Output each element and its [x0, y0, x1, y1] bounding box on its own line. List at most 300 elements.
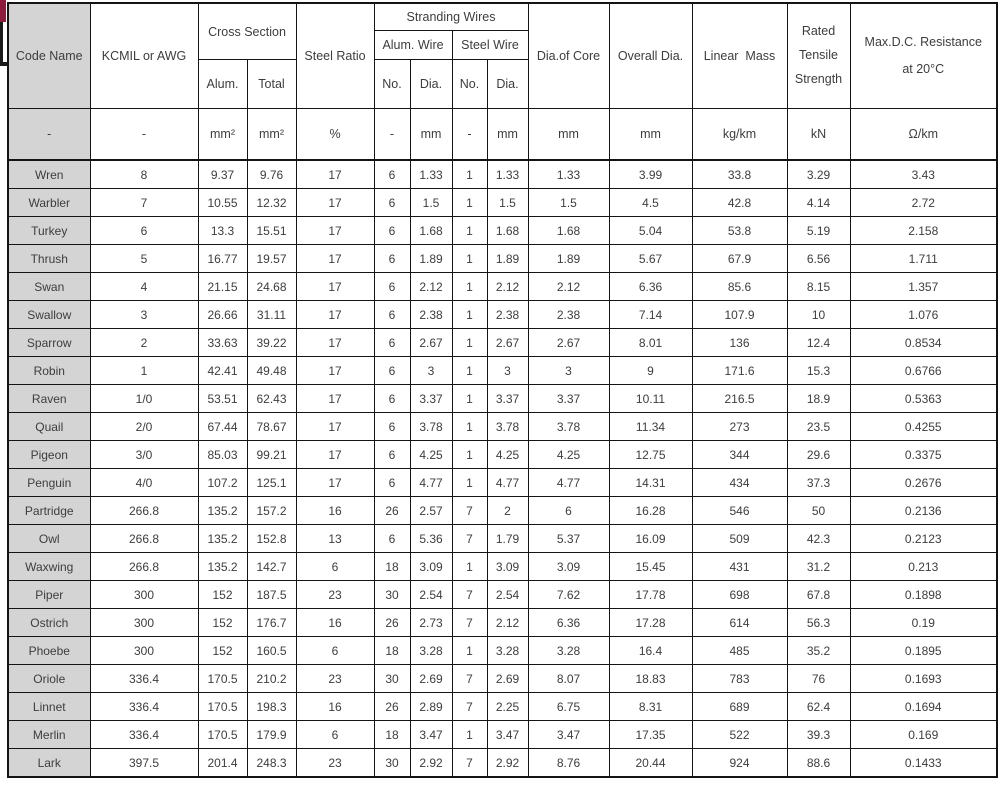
alum-wire-dia-cell: 1.5 — [410, 189, 452, 217]
code-name-cell: Merlin — [8, 721, 90, 749]
steel-ratio-cell: 17 — [296, 441, 374, 469]
total-area-cell: 15.51 — [247, 217, 296, 245]
steel-wire-header: Steel Wire — [452, 31, 528, 60]
tensile-strength-unit: kN — [787, 109, 850, 161]
tensile-strength-cell: 4.14 — [787, 189, 850, 217]
total-area-cell: 125.1 — [247, 469, 296, 497]
core-dia-cell: 4.77 — [528, 469, 609, 497]
kcmil-awg-cell: 1/0 — [90, 385, 198, 413]
stranding-wires-header: Stranding Wires — [374, 3, 528, 31]
steel-wire-dia-cell: 2.38 — [487, 301, 528, 329]
table-row — [8, 553, 997, 581]
table-row — [8, 301, 997, 329]
code-name-cell: Penguin — [8, 469, 90, 497]
alum-wire-no-cell: 6 — [374, 245, 410, 273]
steel-wire-dia-cell: 2.67 — [487, 329, 528, 357]
total-area-cell: 24.68 — [247, 273, 296, 301]
steel-wire-dia-cell: 3.47 — [487, 721, 528, 749]
alum-wire-no-cell: 6 — [374, 385, 410, 413]
left-edge-bar — [0, 22, 3, 66]
steel-wire-no-cell: 7 — [452, 609, 487, 637]
overall-dia-cell: 18.83 — [609, 665, 692, 693]
resistance-line2: at 20°C — [902, 62, 945, 76]
linear-mass-cell: 273 — [692, 413, 787, 441]
tensile-strength-cell: 76 — [787, 665, 850, 693]
core-dia-cell: 6 — [528, 497, 609, 525]
alum-area-header: Alum. — [198, 60, 247, 109]
linear-mass-cell: 546 — [692, 497, 787, 525]
overall-dia-cell: 9 — [609, 357, 692, 385]
kcmil-awg-cell: 7 — [90, 189, 198, 217]
core-dia-cell: 2.12 — [528, 273, 609, 301]
kcmil-awg-cell: 300 — [90, 637, 198, 665]
alum-area-cell: 152 — [198, 581, 247, 609]
overall-dia-cell: 16.4 — [609, 637, 692, 665]
code-name-cell: Quail — [8, 413, 90, 441]
kcmil-awg-cell: 300 — [90, 609, 198, 637]
overall-dia-cell: 17.35 — [609, 721, 692, 749]
tensile-strength-cell: 56.3 — [787, 609, 850, 637]
tensile-strength-cell: 15.3 — [787, 357, 850, 385]
steel-wire-dia-unit: mm — [487, 109, 528, 161]
steel-wire-no-unit: - — [452, 109, 487, 161]
overall-dia-cell: 17.78 — [609, 581, 692, 609]
table-row — [8, 721, 997, 749]
dc-resistance-cell: 0.5363 — [850, 385, 997, 413]
linear-mass-cell: 53.8 — [692, 217, 787, 245]
alum-wire-dia-cell: 2.89 — [410, 693, 452, 721]
steel-ratio-cell: 17 — [296, 469, 374, 497]
code-name-unit: - — [8, 109, 90, 161]
linear-mass-cell: 522 — [692, 721, 787, 749]
code-name-cell: Pigeon — [8, 441, 90, 469]
steel-wire-dia-cell: 4.25 — [487, 441, 528, 469]
steel-ratio-cell: 17 — [296, 189, 374, 217]
alum-wire-dia-cell: 3.28 — [410, 637, 452, 665]
overall-dia-cell: 8.31 — [609, 693, 692, 721]
total-area-cell: 157.2 — [247, 497, 296, 525]
linear-mass-header: Linear Mass — [692, 3, 787, 109]
linear-mass-cell: 85.6 — [692, 273, 787, 301]
code-name-cell: Swan — [8, 273, 90, 301]
steel-ratio-cell: 16 — [296, 497, 374, 525]
alum-area-cell: 33.63 — [198, 329, 247, 357]
total-area-unit: mm² — [247, 109, 296, 161]
linear-mass-cell: 67.9 — [692, 245, 787, 273]
alum-area-cell: 152 — [198, 609, 247, 637]
alum-wire-dia-cell: 2.73 — [410, 609, 452, 637]
core-dia-cell: 3.78 — [528, 413, 609, 441]
alum-area-cell: 85.03 — [198, 441, 247, 469]
tensile-strength-cell: 67.8 — [787, 581, 850, 609]
code-name-cell: Oriole — [8, 665, 90, 693]
linear-mass-cell: 42.8 — [692, 189, 787, 217]
steel-ratio-unit: % — [296, 109, 374, 161]
total-area-cell: 198.3 — [247, 693, 296, 721]
total-area-cell: 152.8 — [247, 525, 296, 553]
tensile-strength-cell: 3.29 — [787, 160, 850, 189]
total-area-cell: 12.32 — [247, 189, 296, 217]
steel-wire-no-cell: 7 — [452, 525, 487, 553]
tensile-strength-cell: 42.3 — [787, 525, 850, 553]
alum-wire-no-cell: 26 — [374, 693, 410, 721]
steel-wire-no-cell: 1 — [452, 189, 487, 217]
steel-wire-dia-cell: 2.54 — [487, 581, 528, 609]
core-dia-cell: 6.36 — [528, 609, 609, 637]
dc-resistance-cell: 1.076 — [850, 301, 997, 329]
linear-mass-cell: 434 — [692, 469, 787, 497]
alum-wire-dia-cell: 5.36 — [410, 525, 452, 553]
core-dia-cell: 2.38 — [528, 301, 609, 329]
tensile-strength-cell: 6.56 — [787, 245, 850, 273]
dc-resistance-cell: 0.1694 — [850, 693, 997, 721]
code-name-cell: Partridge — [8, 497, 90, 525]
kcmil-awg-cell: 3/0 — [90, 441, 198, 469]
steel-ratio-cell: 16 — [296, 693, 374, 721]
steel-ratio-cell: 6 — [296, 721, 374, 749]
total-area-cell: 31.11 — [247, 301, 296, 329]
alum-area-cell: 135.2 — [198, 497, 247, 525]
steel-wire-dia-cell: 3.09 — [487, 553, 528, 581]
tensile-strength-cell: 29.6 — [787, 441, 850, 469]
linear-mass-cell: 485 — [692, 637, 787, 665]
overall-dia-header: Overall Dia. — [609, 3, 692, 109]
linear-mass-cell: 509 — [692, 525, 787, 553]
linear-mass-cell: 431 — [692, 553, 787, 581]
steel-ratio-cell: 23 — [296, 749, 374, 778]
dc-resistance-cell: 0.3375 — [850, 441, 997, 469]
alum-area-cell: 26.66 — [198, 301, 247, 329]
alum-wire-no-cell: 26 — [374, 609, 410, 637]
steel-wire-no-cell: 7 — [452, 665, 487, 693]
tensile-strength-cell: 62.4 — [787, 693, 850, 721]
steel-wire-dia-cell: 2.12 — [487, 273, 528, 301]
alum-wire-no-cell: 6 — [374, 189, 410, 217]
table-row — [8, 385, 997, 413]
core-dia-cell: 3 — [528, 357, 609, 385]
dc-resistance-cell: 0.8534 — [850, 329, 997, 357]
linear-mass-cell: 924 — [692, 749, 787, 778]
code-name-cell: Lark — [8, 749, 90, 778]
alum-area-cell: 67.44 — [198, 413, 247, 441]
steel-wire-no-cell: 1 — [452, 637, 487, 665]
dc-resistance-unit: Ω/km — [850, 109, 997, 161]
linear-mass-cell: 136 — [692, 329, 787, 357]
alum-wire-dia-cell: 4.25 — [410, 441, 452, 469]
code-name-cell: Waxwing — [8, 553, 90, 581]
total-area-cell: 9.76 — [247, 160, 296, 189]
total-area-cell: 187.5 — [247, 581, 296, 609]
overall-dia-cell: 5.04 — [609, 217, 692, 245]
overall-dia-cell: 11.34 — [609, 413, 692, 441]
dc-resistance-cell: 0.2676 — [850, 469, 997, 497]
alum-wire-no-cell: 30 — [374, 581, 410, 609]
linear-mass-cell: 614 — [692, 609, 787, 637]
table-body — [8, 109, 997, 778]
kcmil-awg-cell: 4/0 — [90, 469, 198, 497]
steel-wire-dia-cell: 1.33 — [487, 160, 528, 189]
steel-ratio-cell: 13 — [296, 525, 374, 553]
steel-wire-dia-cell: 3 — [487, 357, 528, 385]
alum-wire-dia-cell: 2.69 — [410, 665, 452, 693]
steel-ratio-cell: 6 — [296, 637, 374, 665]
steel-ratio-cell: 17 — [296, 301, 374, 329]
steel-wire-dia-cell: 2 — [487, 497, 528, 525]
core-dia-cell: 3.47 — [528, 721, 609, 749]
code-name-cell: Turkey — [8, 217, 90, 245]
alum-wire-dia-cell: 3.09 — [410, 553, 452, 581]
table-row — [8, 581, 997, 609]
alum-wire-dia-cell: 2.57 — [410, 497, 452, 525]
steel-ratio-cell: 16 — [296, 609, 374, 637]
resistance-line1: Max.D.C. Resistance — [864, 34, 982, 49]
code-name-cell: Robin — [8, 357, 90, 385]
alum-wire-no-cell: 6 — [374, 160, 410, 189]
overall-dia-unit: mm — [609, 109, 692, 161]
tensile-strength-cell: 8.15 — [787, 273, 850, 301]
alum-wire-no-cell: 30 — [374, 665, 410, 693]
table-row — [8, 693, 997, 721]
table-row — [8, 497, 997, 525]
dc-resistance-cell: 0.6766 — [850, 357, 997, 385]
code-name-cell: Owl — [8, 525, 90, 553]
kcmil-awg-cell: 3 — [90, 301, 198, 329]
alum-wire-no-cell: 6 — [374, 469, 410, 497]
kcmil-awg-cell: 266.8 — [90, 525, 198, 553]
steel-wire-no-cell: 1 — [452, 721, 487, 749]
alum-wire-no-cell: 6 — [374, 217, 410, 245]
tensile-strength-header — [787, 3, 850, 109]
dc-resistance-cell: 0.1693 — [850, 665, 997, 693]
overall-dia-cell: 10.11 — [609, 385, 692, 413]
alum-area-cell: 170.5 — [198, 665, 247, 693]
kcmil-awg-unit: - — [90, 109, 198, 161]
overall-dia-cell: 20.44 — [609, 749, 692, 778]
steel-wire-dia-cell: 2.12 — [487, 609, 528, 637]
core-dia-cell: 6.75 — [528, 693, 609, 721]
table-row — [8, 525, 997, 553]
alum-wire-no-cell: 26 — [374, 497, 410, 525]
total-area-cell: 39.22 — [247, 329, 296, 357]
linear-mass-cell: 689 — [692, 693, 787, 721]
dc-resistance-cell: 2.158 — [850, 217, 997, 245]
alum-wire-dia-cell: 2.54 — [410, 581, 452, 609]
steel-wire-dia-cell: 2.69 — [487, 665, 528, 693]
steel-wire-dia-cell: 3.37 — [487, 385, 528, 413]
alum-wire-dia-unit: mm — [410, 109, 452, 161]
tensile-strength-cell: 35.2 — [787, 637, 850, 665]
code-name-cell: Phoebe — [8, 637, 90, 665]
alum-wire-no-cell: 6 — [374, 329, 410, 357]
steel-ratio-cell: 23 — [296, 581, 374, 609]
tensile-strength-cell: 31.2 — [787, 553, 850, 581]
tensile-line2: Tensile — [799, 48, 838, 63]
linear-mass-cell: 216.5 — [692, 385, 787, 413]
overall-dia-cell: 14.31 — [609, 469, 692, 497]
steel-wire-no-cell: 1 — [452, 217, 487, 245]
dc-resistance-cell: 0.4255 — [850, 413, 997, 441]
dc-resistance-cell: 0.1433 — [850, 749, 997, 778]
code-name-cell: Piper — [8, 581, 90, 609]
tensile-strength-cell: 5.19 — [787, 217, 850, 245]
overall-dia-cell: 3.99 — [609, 160, 692, 189]
steel-wire-no-cell: 7 — [452, 497, 487, 525]
alum-wire-no-cell: 6 — [374, 525, 410, 553]
total-area-cell: 210.2 — [247, 665, 296, 693]
table-row — [8, 160, 997, 189]
dc-resistance-cell: 3.43 — [850, 160, 997, 189]
alum-area-cell: 152 — [198, 637, 247, 665]
core-dia-cell: 1.33 — [528, 160, 609, 189]
alum-area-cell: 201.4 — [198, 749, 247, 778]
total-area-header: Total — [247, 60, 296, 109]
steel-wire-no-cell: 1 — [452, 469, 487, 497]
steel-wire-no-cell: 1 — [452, 273, 487, 301]
linear-mass-cell: 171.6 — [692, 357, 787, 385]
alum-area-cell: 170.5 — [198, 693, 247, 721]
linear-mass-cell: 783 — [692, 665, 787, 693]
core-dia-cell: 7.62 — [528, 581, 609, 609]
alum-wire-dia-cell: 1.33 — [410, 160, 452, 189]
core-dia-cell: 1.89 — [528, 245, 609, 273]
table-row — [8, 189, 997, 217]
alum-area-cell: 13.3 — [198, 217, 247, 245]
dc-resistance-cell: 0.2123 — [850, 525, 997, 553]
linear-mass-cell: 107.9 — [692, 301, 787, 329]
steel-wire-dia-cell: 3.78 — [487, 413, 528, 441]
tensile-strength-cell: 39.3 — [787, 721, 850, 749]
tensile-strength-cell: 10 — [787, 301, 850, 329]
kcmil-awg-cell: 336.4 — [90, 665, 198, 693]
steel-wire-dia-cell: 1.79 — [487, 525, 528, 553]
overall-dia-cell: 4.5 — [609, 189, 692, 217]
core-dia-unit: mm — [528, 109, 609, 161]
alum-wire-dia-cell: 3.37 — [410, 385, 452, 413]
alum-area-cell: 107.2 — [198, 469, 247, 497]
alum-wire-no-cell: 18 — [374, 721, 410, 749]
alum-wire-dia-cell: 2.12 — [410, 273, 452, 301]
alum-area-cell: 10.55 — [198, 189, 247, 217]
core-dia-cell: 8.76 — [528, 749, 609, 778]
kcmil-awg-cell: 336.4 — [90, 721, 198, 749]
steel-ratio-cell: 23 — [296, 665, 374, 693]
tensile-strength-cell: 88.6 — [787, 749, 850, 778]
linear-mass-cell: 33.8 — [692, 160, 787, 189]
steel-ratio-cell: 17 — [296, 217, 374, 245]
table-row — [8, 413, 997, 441]
dc-resistance-cell: 0.169 — [850, 721, 997, 749]
overall-dia-cell: 12.75 — [609, 441, 692, 469]
steel-wire-dia-cell: 2.92 — [487, 749, 528, 778]
code-name-cell: Sparrow — [8, 329, 90, 357]
steel-wire-dia-cell: 1.68 — [487, 217, 528, 245]
steel-wire-dia-cell: 1.89 — [487, 245, 528, 273]
linear-mass-cell: 698 — [692, 581, 787, 609]
units-row — [8, 109, 997, 161]
cross-section-header: Cross Section — [198, 3, 296, 60]
steel-wire-no-cell: 7 — [452, 693, 487, 721]
alum-wire-dia-cell: 4.77 — [410, 469, 452, 497]
steel-wire-no-cell: 1 — [452, 441, 487, 469]
tensile-strength-cell: 12.4 — [787, 329, 850, 357]
dc-resistance-cell: 0.19 — [850, 609, 997, 637]
alum-wire-header: Alum. Wire — [374, 31, 452, 60]
alum-wire-dia-cell: 3 — [410, 357, 452, 385]
code-name-cell: Thrush — [8, 245, 90, 273]
alum-wire-dia-cell: 3.78 — [410, 413, 452, 441]
alum-area-unit: mm² — [198, 109, 247, 161]
linear-mass-cell: 344 — [692, 441, 787, 469]
conductor-spec-table — [7, 2, 998, 778]
code-name-header: Code Name — [8, 3, 90, 109]
code-name-cell: Warbler — [8, 189, 90, 217]
steel-ratio-header: Steel Ratio — [296, 3, 374, 109]
table-row — [8, 329, 997, 357]
steel-wire-no-cell: 7 — [452, 749, 487, 778]
table-row — [8, 469, 997, 497]
steel-wire-no-cell: 1 — [452, 385, 487, 413]
dc-resistance-cell: 0.1898 — [850, 581, 997, 609]
tensile-strength-cell: 18.9 — [787, 385, 850, 413]
kcmil-awg-cell: 6 — [90, 217, 198, 245]
code-name-cell: Linnet — [8, 693, 90, 721]
code-name-cell: Raven — [8, 385, 90, 413]
core-dia-cell: 5.37 — [528, 525, 609, 553]
core-dia-cell: 3.28 — [528, 637, 609, 665]
alum-wire-no-cell: 6 — [374, 413, 410, 441]
tensile-strength-cell: 37.3 — [787, 469, 850, 497]
maroon-corner-strip — [0, 0, 6, 22]
alum-area-cell: 170.5 — [198, 721, 247, 749]
alum-dia-header: Dia. — [410, 60, 452, 109]
code-name-cell: Wren — [8, 160, 90, 189]
kcmil-awg-cell: 1 — [90, 357, 198, 385]
steel-ratio-cell: 17 — [296, 385, 374, 413]
total-area-cell: 248.3 — [247, 749, 296, 778]
steel-ratio-cell: 6 — [296, 553, 374, 581]
alum-no-header: No. — [374, 60, 410, 109]
steel-wire-no-cell: 1 — [452, 329, 487, 357]
kcmil-awg-cell: 397.5 — [90, 749, 198, 778]
code-name-cell: Swallow — [8, 301, 90, 329]
steel-wire-dia-cell: 2.25 — [487, 693, 528, 721]
overall-dia-cell: 17.28 — [609, 609, 692, 637]
code-name-cell: Ostrich — [8, 609, 90, 637]
core-dia-cell: 1.5 — [528, 189, 609, 217]
alum-wire-dia-cell: 2.67 — [410, 329, 452, 357]
alum-wire-dia-cell: 1.68 — [410, 217, 452, 245]
overall-dia-cell: 5.67 — [609, 245, 692, 273]
alum-area-cell: 53.51 — [198, 385, 247, 413]
steel-wire-no-cell: 1 — [452, 357, 487, 385]
alum-area-cell: 9.37 — [198, 160, 247, 189]
alum-area-cell: 135.2 — [198, 553, 247, 581]
total-area-cell: 176.7 — [247, 609, 296, 637]
tensile-line3: Strength — [794, 71, 843, 86]
alum-wire-dia-cell: 2.38 — [410, 301, 452, 329]
total-area-cell: 19.57 — [247, 245, 296, 273]
alum-wire-no-cell: 18 — [374, 637, 410, 665]
steel-wire-no-cell: 1 — [452, 160, 487, 189]
kcmil-awg-cell: 266.8 — [90, 497, 198, 525]
table-row — [8, 217, 997, 245]
table-row — [8, 357, 997, 385]
kcmil-awg-cell: 300 — [90, 581, 198, 609]
steel-wire-no-cell: 1 — [452, 413, 487, 441]
steel-wire-dia-cell: 4.77 — [487, 469, 528, 497]
core-dia-cell: 8.07 — [528, 665, 609, 693]
alum-area-cell: 16.77 — [198, 245, 247, 273]
